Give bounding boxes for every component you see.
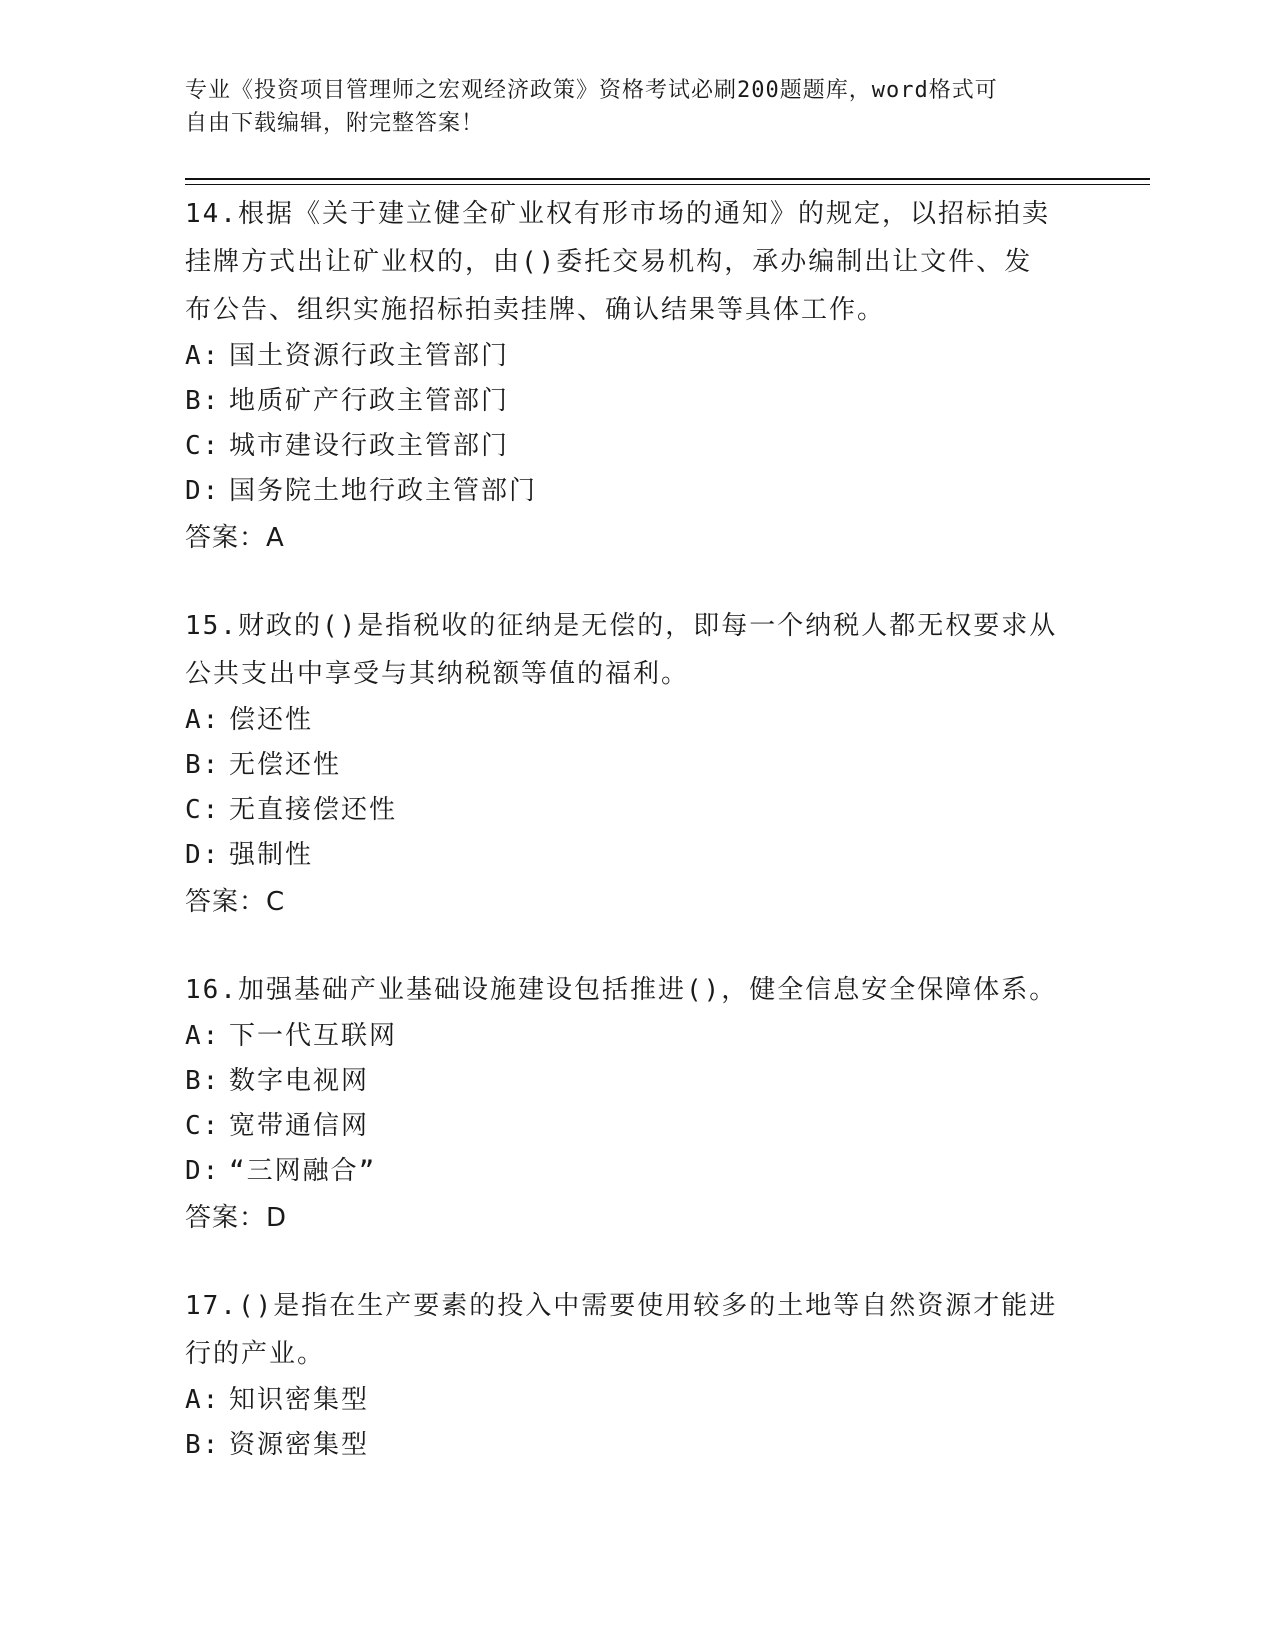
- option-text: 无偿还性: [229, 750, 342, 780]
- question-text: 挂牌方式出让矿业权的，由()委托交易机构，承办编制出让文件、发: [185, 247, 1033, 277]
- option-letter: C:: [185, 1111, 221, 1141]
- question-text: 15.财政的()是指税收的征纳是无偿的，即每一个纳税人都无权要求从: [185, 611, 1058, 641]
- option-text: 偿还性: [229, 705, 314, 735]
- option-a: [185, 1378, 1065, 1423]
- option-letter: C:: [185, 795, 221, 825]
- option-letter: A:: [185, 341, 221, 371]
- question-list: [185, 190, 1065, 1508]
- question-text: 行的产业。: [185, 1339, 326, 1369]
- option-text: 国务院土地行政主管部门: [229, 476, 538, 506]
- question-text: 公共支出中享受与其纳税额等值的福利。: [185, 659, 690, 689]
- answer-line: 答案：A: [185, 523, 285, 553]
- question-text: 17.()是指在生产要素的投入中需要使用较多的土地等自然资源才能进: [185, 1291, 1058, 1321]
- option-b: [185, 743, 1065, 788]
- option-text: 城市建设行政主管部门: [229, 431, 510, 461]
- option-b: [185, 379, 1065, 424]
- header-divider-thick: [185, 178, 1150, 180]
- answer-line: 答案：D: [185, 1203, 288, 1233]
- option-text: 宽带通信网: [229, 1111, 370, 1141]
- question-text: 布公告、组织实施招标拍卖挂牌、确认结果等具体工作。: [185, 295, 886, 325]
- option-text: “三网融合”: [229, 1156, 377, 1186]
- header-line-1: 专业《投资项目管理师之宏观经济政策》资格考试必刷200题题库，word格式可: [185, 78, 998, 103]
- option-letter: D:: [185, 840, 221, 870]
- question-text: 16.加强基础产业基础设施建设包括推进()，健全信息安全保障体系。: [185, 975, 1058, 1005]
- option-letter: B:: [185, 1430, 221, 1460]
- option-c: [185, 424, 1065, 469]
- option-b: [185, 1059, 1065, 1104]
- option-a: [185, 698, 1065, 743]
- document-header: [185, 74, 1065, 140]
- option-d: [185, 1149, 1065, 1194]
- option-letter: B:: [185, 386, 221, 416]
- option-text: 知识密集型: [229, 1385, 370, 1415]
- option-letter: D:: [185, 476, 221, 506]
- option-letter: C:: [185, 431, 221, 461]
- option-text: 资源密集型: [229, 1430, 370, 1460]
- option-letter: A:: [185, 705, 221, 735]
- header-divider-thin: [185, 184, 1150, 185]
- option-d: [185, 833, 1065, 878]
- option-letter: A:: [185, 1385, 221, 1415]
- option-text: 强制性: [229, 840, 314, 870]
- option-text: 下一代互联网: [229, 1021, 398, 1051]
- question-17: [185, 1282, 1065, 1468]
- option-text: 数字电视网: [229, 1066, 370, 1096]
- question-16: [185, 966, 1065, 1242]
- option-b: [185, 1423, 1065, 1468]
- question-14: [185, 190, 1065, 562]
- question-15: [185, 602, 1065, 926]
- option-d: [185, 469, 1065, 514]
- option-c: [185, 788, 1065, 833]
- answer-line: 答案：C: [185, 887, 286, 917]
- option-text: 无直接偿还性: [229, 795, 398, 825]
- option-c: [185, 1104, 1065, 1149]
- option-letter: B:: [185, 750, 221, 780]
- option-a: [185, 1014, 1065, 1059]
- option-letter: D:: [185, 1156, 221, 1186]
- option-text: 国土资源行政主管部门: [229, 341, 510, 371]
- header-line-2: 自由下载编辑，附完整答案！: [185, 111, 485, 136]
- question-text: 14.根据《关于建立健全矿业权有形市场的通知》的规定，以招标拍卖: [185, 199, 1050, 229]
- option-a: [185, 334, 1065, 379]
- option-text: 地质矿产行政主管部门: [229, 386, 510, 416]
- option-letter: A:: [185, 1021, 221, 1051]
- option-letter: B:: [185, 1066, 221, 1096]
